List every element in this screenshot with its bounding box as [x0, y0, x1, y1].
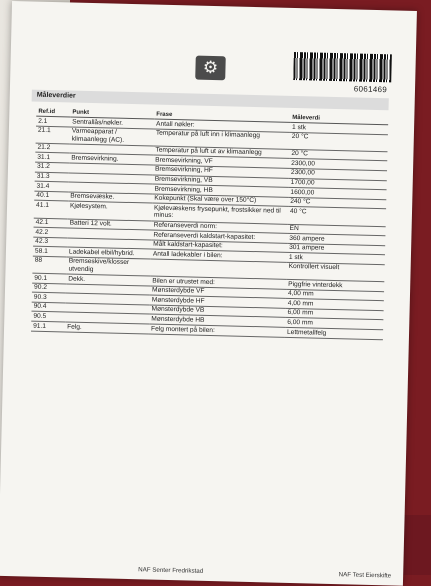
cell-ref: 2.1	[36, 116, 70, 126]
cell-verdi: EN	[287, 224, 385, 236]
cell-verdi: 6,00 mm	[285, 318, 383, 330]
cell-ref: 31.2	[35, 162, 69, 172]
cell-verdi: Kontrollert visuelt	[286, 262, 384, 282]
column-header-frase: Frase	[154, 111, 290, 123]
column-header-punkt: Punkt	[70, 109, 154, 120]
cell-punkt: Varmeapparat / klimaanlegg (AC).	[70, 127, 154, 146]
cell-ref: 31.3	[35, 172, 69, 182]
cell-punkt: Dekk.	[66, 274, 150, 286]
cell-verdi: 6,00 mm	[285, 308, 383, 320]
cell-ref: 42.2	[33, 227, 67, 237]
cell-frase: Antall ladekabler i bilen:	[151, 249, 287, 262]
cell-frase: Mønsterdybde HB	[149, 314, 285, 327]
cell-frase: Bremsevirkning, HB	[152, 184, 288, 197]
cell-verdi: 1 stk	[290, 122, 388, 134]
cell-ref: 21.2	[35, 143, 69, 153]
barcode-icon	[293, 52, 392, 82]
cell-ref: 90.2	[32, 283, 66, 293]
cell-frase: Kjølevæskens frysepunkt, frostsikker ned til minus:	[152, 203, 288, 224]
cell-verdi: 1700,00	[289, 178, 387, 190]
naf-logo-icon: ⚙	[195, 56, 226, 81]
cell-ref: 90.1	[32, 273, 66, 283]
cell-ref: 58.1	[33, 246, 67, 256]
cell-frase: Referanseverdi norm:	[152, 221, 288, 234]
cell-verdi: 20 °C	[290, 132, 388, 152]
cell-punkt: Felg.	[65, 322, 149, 334]
cell-ref: 31.1	[35, 153, 69, 163]
cell-ref: 42.1	[34, 218, 68, 228]
column-header-verdi: Måleverdi	[290, 114, 388, 125]
cell-frase: Bremsevirkning, HF	[153, 165, 289, 178]
cell-frase: Mønsterdybde VF	[150, 286, 286, 299]
footer-right: NAF Test Eierskifte	[338, 571, 392, 580]
cell-verdi: 2300,00	[289, 159, 387, 171]
cell-ref: 88	[32, 256, 66, 274]
cell-ref: 90.3	[32, 292, 66, 302]
cell-punkt: Bremseskive/klosser utvendig	[66, 257, 150, 276]
cell-ref: 42.3	[33, 237, 67, 247]
cell-punkt: Bremsevirkning.	[69, 153, 153, 165]
cell-frase: Bilen er utrustet med:	[150, 276, 286, 289]
cell-frase: Mønsterdybde VB	[149, 305, 285, 318]
cell-verdi: 360 ampere	[287, 233, 385, 245]
section-title: Måleverdier	[32, 90, 389, 111]
cell-frase: Kokepunkt (Skal være over 150°C)	[152, 194, 288, 207]
cell-verdi: 240 °C	[288, 197, 386, 209]
cell-frase: Bremsevirkning, VF	[153, 155, 289, 168]
cell-frase: Bremsevirkning, VB	[153, 175, 289, 188]
cell-frase: Antall nøkler:	[154, 119, 290, 132]
cell-ref: 91.1	[31, 321, 65, 331]
cell-frase: Temperatur på luft inn i klimaanlegg	[154, 129, 290, 150]
cell-verdi: 4,00 mm	[286, 289, 384, 301]
document-page	[0, 1, 417, 586]
cell-verdi: 1 stk	[287, 253, 385, 265]
cell-ref: 41.1	[34, 200, 68, 218]
cell-verdi: 40 °C	[288, 207, 386, 227]
cell-ref: 90.5	[31, 312, 65, 322]
cell-ref: 31.4	[34, 181, 68, 191]
cell-verdi: 20 °C	[289, 149, 387, 161]
measurements-table	[31, 108, 388, 340]
cell-punkt: Batteri 12 volt.	[68, 219, 152, 231]
cell-verdi: 1600,00	[288, 188, 386, 200]
cell-verdi: 301 ampere	[287, 243, 385, 255]
cell-verdi: 4,00 mm	[286, 299, 384, 311]
cell-frase: Målt kaldstart-kapasitet:	[151, 240, 287, 253]
cell-punkt: Kjølesystem.	[68, 201, 152, 220]
cell-frase: Temperatur på luft ut av klimaanlegg	[153, 146, 289, 159]
cell-frase: Felg montert på bilen:	[149, 324, 285, 337]
cell-ref: 40.1	[34, 191, 68, 201]
cell-verdi: Piggfrie vinterdekk	[286, 279, 384, 291]
cell-verdi: Lettmetallfelg	[285, 327, 383, 339]
cell-frase: Mønsterdybde HF	[150, 295, 286, 308]
cell-verdi: 2300,00	[289, 168, 387, 180]
cell-punkt: Ladekabel elbil/hybrid.	[67, 247, 151, 259]
cell-punkt: Sentrallås/nøkler.	[70, 117, 154, 129]
cell-punkt: Bremsevæske.	[68, 192, 152, 204]
column-header-ref: Ref.id	[36, 108, 70, 117]
footer-center: NAF Senter Fredrikstad	[138, 566, 204, 575]
cell-frase: Referanseverdi kaldstart-kapasitet:	[151, 230, 287, 243]
cell-ref: 90.4	[31, 302, 65, 312]
barcode-number: 6061469	[353, 84, 388, 95]
cell-ref: 21.1	[36, 126, 70, 144]
